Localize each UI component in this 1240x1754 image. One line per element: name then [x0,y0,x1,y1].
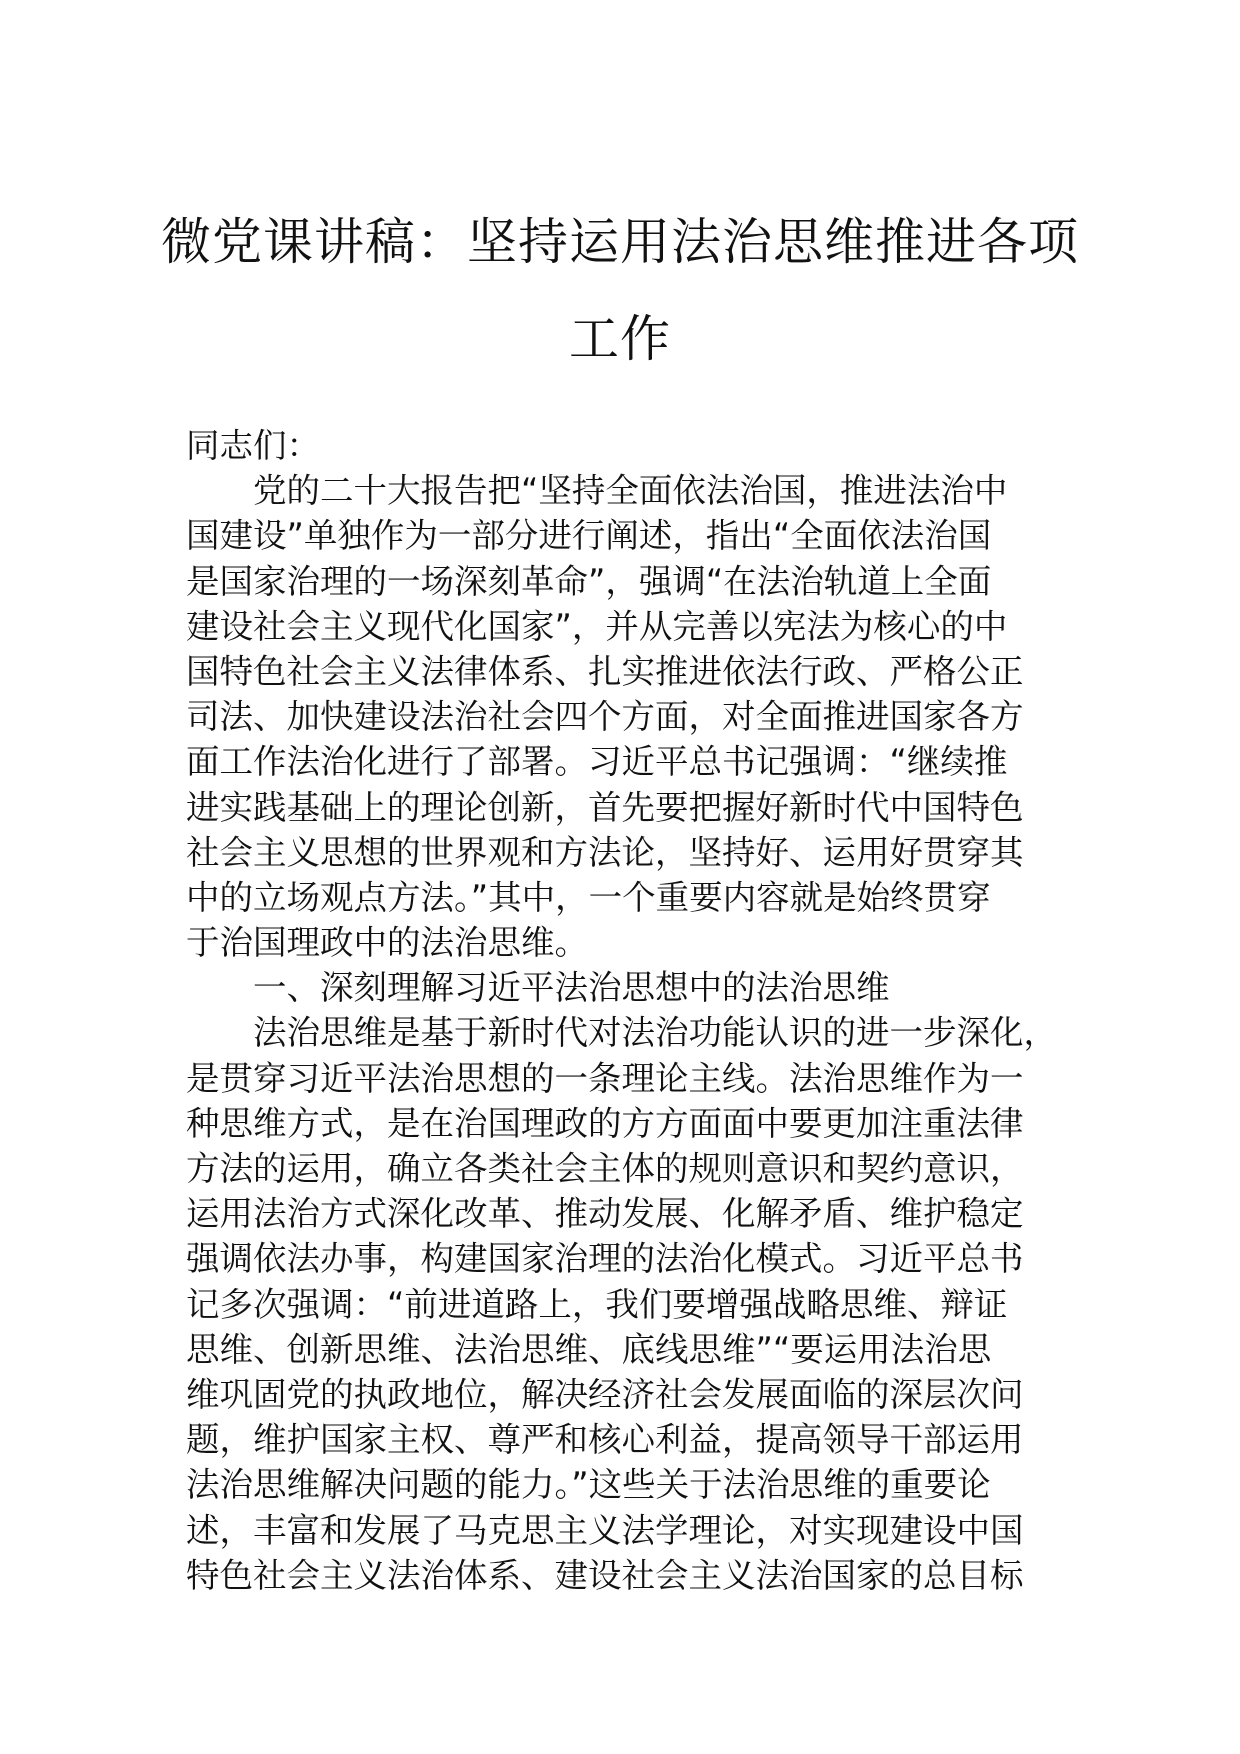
text-line: 维巩固党的执政地位，解决经济社会发展面临的深层次问 [186,1374,1024,1414]
text-line: 法治思维解决问题的能力。”这些关于法治思维的重要论 [186,1465,991,1505]
text-line: 思维、创新思维、法治思维、底线思维”“要运用法治思 [186,1329,992,1369]
text-line: 于治国理政中的法治思维。 [186,923,588,963]
text-line: 强调依法办事，构建国家治理的法治化模式。习近平总书 [186,1239,1024,1279]
text-line: 种思维方式，是在治国理政的方方面面中要更加注重法律 [186,1103,1024,1143]
text-line: 运用法治方式深化改革、推动发展、化解矛盾、维护稳定 [186,1194,1024,1234]
text-line: 记多次强调：“前进道路上，我们要增强战略思维、辩证 [186,1284,1008,1324]
text-line: 述，丰富和发展了马克思主义法学理论，对实现建设中国 [186,1510,1024,1550]
text-line: 社会主义思想的世界观和方法论，坚持好、运用好贯穿其 [186,832,1024,872]
salutation: 同志们： [186,426,320,465]
document-body [186,423,1076,1598]
text-line: 特色社会主义法治体系、建设社会主义法治国家的总目标 [186,1555,1024,1595]
section-heading: 一、深刻理解习近平法治思想中的法治思维 [253,968,890,1008]
text-line: 面工作法治化进行了部署。习近平总书记强调：“继续推 [186,742,1008,782]
text-line: 党的二十大报告把“坚持全面依法治国，推进法治中 [253,471,1008,511]
text-line: 进实践基础上的理论创新，首先要把握好新时代中国特色 [186,787,1024,827]
document-title-line-1: 微党课讲稿：坚持运用法治思维推进各项 [161,213,1079,271]
text-line: 是贯穿习近平法治思想的一条理论主线。法治思维作为一 [186,1058,1024,1098]
document-title-line-2: 工作 [569,310,671,368]
text-line: 中的立场观点方法。”其中，一个重要内容就是始终贯穿 [186,877,991,917]
text-line: 建设社会主义现代化国家”，并从完善以宪法为核心的中 [186,606,1008,646]
text-line: 法治思维是基于新时代对法治功能认识的进一步深化， [253,1013,1057,1053]
text-line: 司法、加快建设法治社会四个方面，对全面推进国家各方 [186,697,1024,737]
text-line: 是国家治理的一场深刻革命”，强调“在法治轨道上全面 [186,561,992,601]
text-line: 方法的运用，确立各类社会主体的规则意识和契约意识， [186,1149,1024,1188]
text-line: 题，维护国家主权、尊严和核心利益，提高领导干部运用 [186,1420,1024,1460]
text-line: 国建设”单独作为一部分进行阐述，指出“全面依法治国 [186,516,992,556]
text-line: 国特色社会主义法律体系、扎实推进依法行政、严格公正 [186,651,1024,691]
